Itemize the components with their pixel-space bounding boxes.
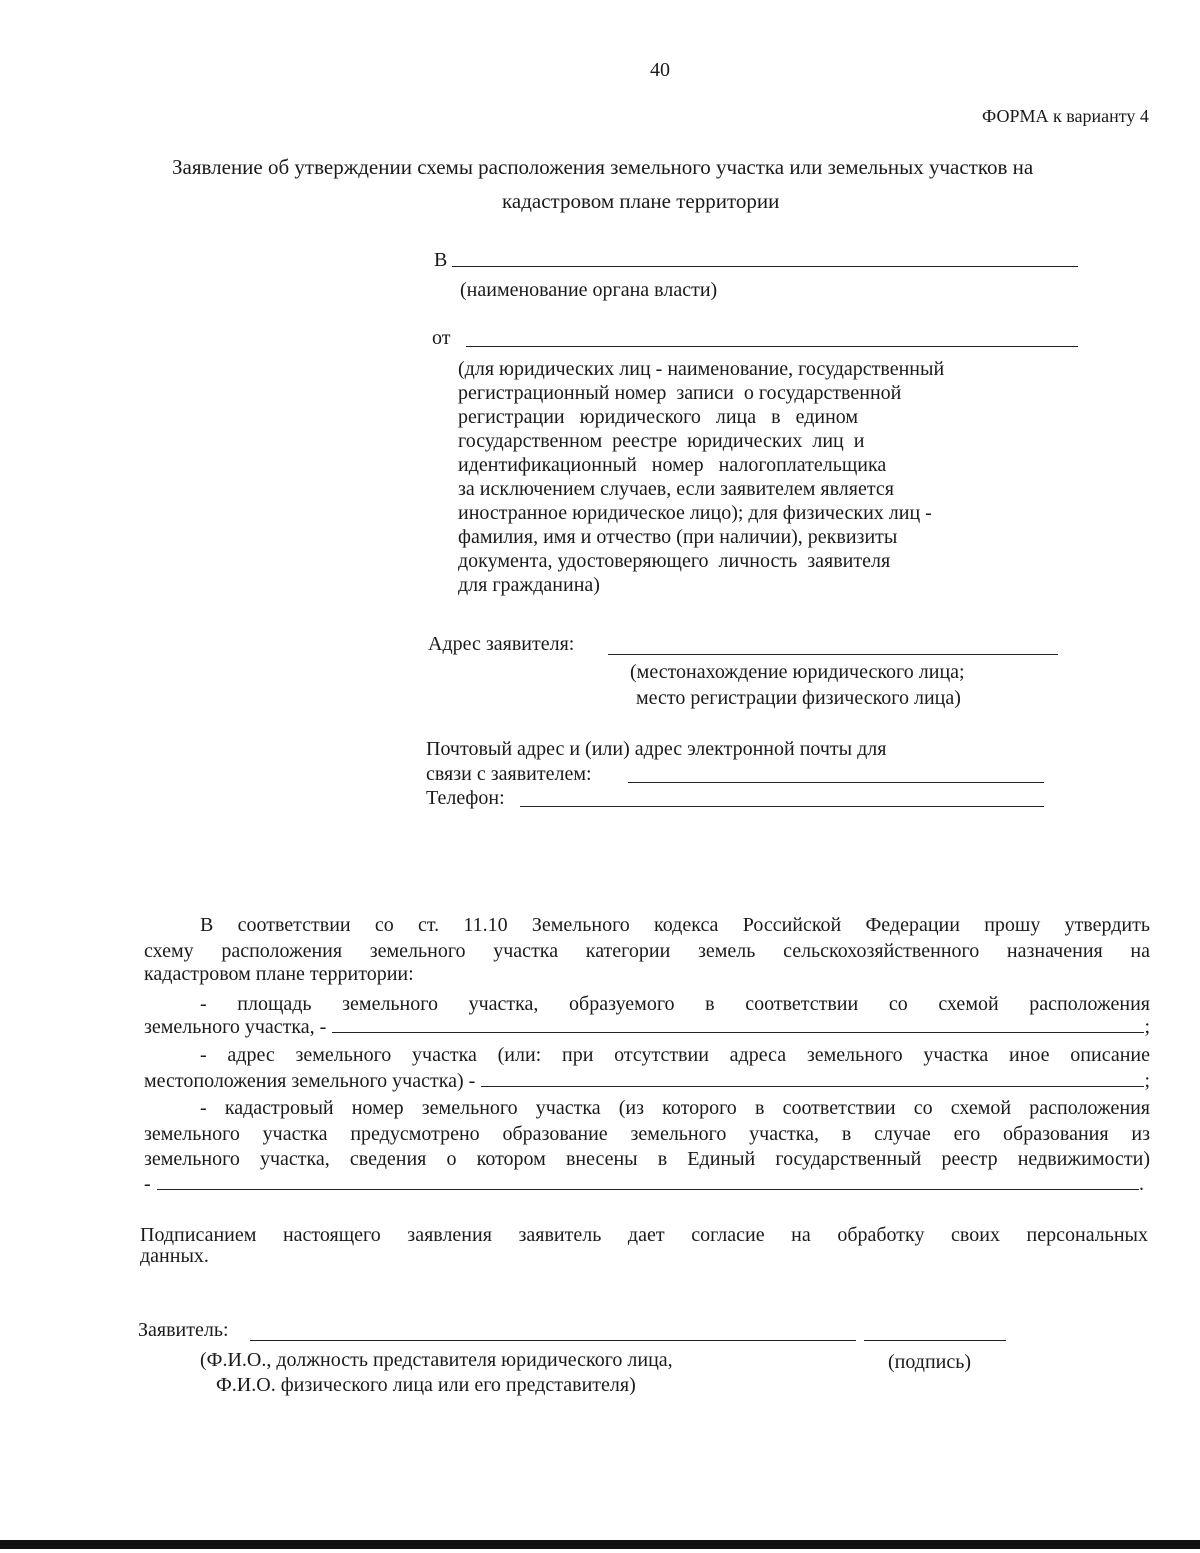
address-label: Адрес заявителя: bbox=[428, 633, 575, 655]
page-number: 40 bbox=[650, 59, 670, 81]
item3-end: . bbox=[1139, 1173, 1144, 1195]
applicant-caption-line: фамилия, имя и отчество (при наличии), реквизиты bbox=[458, 526, 898, 548]
plot-area-field[interactable] bbox=[332, 1014, 1144, 1033]
applicant-caption-line: регистрационный номер записи о государственной bbox=[458, 382, 902, 404]
item2-label: местоположения земельного участка) - bbox=[144, 1070, 476, 1092]
cadastral-number-field[interactable] bbox=[157, 1171, 1139, 1190]
applicant-caption-line: государственном реестре юридических лиц и bbox=[458, 430, 865, 452]
applicant-prefix: от bbox=[432, 327, 451, 349]
contact-label-line1: Почтовый адрес и (или) адрес электронной почты для bbox=[426, 738, 887, 760]
contact-label-line2: связи с заявителем: bbox=[426, 763, 592, 785]
item2-line1: - адрес земельного участка (или: при отсутствии адреса земельного участка иное описание bbox=[200, 1044, 1150, 1066]
phone-label: Телефон: bbox=[426, 787, 505, 809]
document-title-line2: кадастровом плане территории bbox=[502, 189, 780, 213]
consent-line1: Подписанием настоящего заявления заявитель дает согласие на обработку своих персональных bbox=[140, 1224, 1148, 1246]
signature-label: Заявитель: bbox=[138, 1319, 229, 1341]
body-intro-line1: В соответствии со ст. 11.10 Земельного кодекса Российской Федерации прошу утвердить bbox=[200, 914, 1150, 936]
item1-line1: - площадь земельного участка, образуемого в соответствии со схемой расположения bbox=[200, 993, 1150, 1015]
body-intro-line3: кадастровом плане территории: bbox=[144, 963, 414, 985]
recipient-caption: (наименование органа власти) bbox=[460, 279, 718, 301]
applicant-caption bbox=[458, 357, 944, 597]
applicant-caption-line: для гражданина) bbox=[458, 574, 600, 596]
consent-line2: данных. bbox=[140, 1245, 209, 1267]
applicant-field[interactable] bbox=[466, 346, 1078, 347]
item1-line2 bbox=[144, 1014, 1150, 1039]
item3-line1: - кадастровый номер земельного участка (из которого в соответствии со схемой расположения bbox=[200, 1097, 1150, 1119]
signature-caption-line2: Ф.И.О. физического лица или его представителя) bbox=[216, 1374, 636, 1396]
applicant-caption-line: иностранное юридическое лицо); для физических лиц - bbox=[458, 502, 932, 524]
item1-label: земельного участка, - bbox=[144, 1016, 327, 1038]
form-label: ФОРМА к варианту 4 bbox=[982, 106, 1149, 126]
applicant-caption-line: за исключением случаев, если заявителем является bbox=[458, 478, 894, 500]
signatory-name-field[interactable] bbox=[250, 1340, 856, 1341]
signature-caption-line1: (Ф.И.О., должность представителя юридического лица, bbox=[200, 1349, 673, 1371]
applicant-caption-line: документа, удостоверяющего личность заявителя bbox=[458, 550, 891, 572]
address-caption-line2: место регистрации физического лица) bbox=[636, 687, 961, 709]
page-bottom-edge bbox=[0, 1540, 1200, 1549]
item3-line3: земельного участка, сведения о котором внесены в Единый государственный реестр недвижимости) bbox=[144, 1148, 1150, 1170]
item1-end: ; bbox=[1144, 1016, 1150, 1038]
plot-address-field[interactable] bbox=[481, 1068, 1144, 1087]
applicant-caption-line: регистрации юридического лица в едином bbox=[458, 406, 859, 428]
body-intro-line2: схему расположения земельного участка категории земель сельскохозяйственного назначения на bbox=[144, 940, 1150, 962]
item2-line2 bbox=[144, 1068, 1150, 1093]
address-field[interactable] bbox=[608, 654, 1058, 655]
phone-field[interactable] bbox=[520, 806, 1044, 807]
recipient-prefix: В bbox=[434, 249, 448, 271]
signature-sign-caption: (подпись) bbox=[888, 1351, 972, 1373]
signature-field[interactable] bbox=[864, 1340, 1006, 1341]
recipient-field[interactable] bbox=[452, 266, 1078, 267]
document-title-line1: Заявление об утверждении схемы расположения земельного участка или земельных участков на bbox=[172, 155, 1034, 179]
applicant-caption-line: идентификационный номер налогоплательщика bbox=[458, 454, 887, 476]
item2-end: ; bbox=[1144, 1070, 1150, 1092]
contact-field[interactable] bbox=[628, 782, 1044, 783]
address-caption-line1: (местонахождение юридического лица; bbox=[630, 661, 965, 683]
item3-label: - bbox=[144, 1173, 151, 1195]
item3-line4 bbox=[144, 1171, 1144, 1196]
applicant-caption-line: (для юридических лиц - наименование, государственный bbox=[458, 358, 945, 380]
item3-line2: земельного участка предусмотрено образование земельного участка, в случае его образования из bbox=[144, 1123, 1150, 1145]
